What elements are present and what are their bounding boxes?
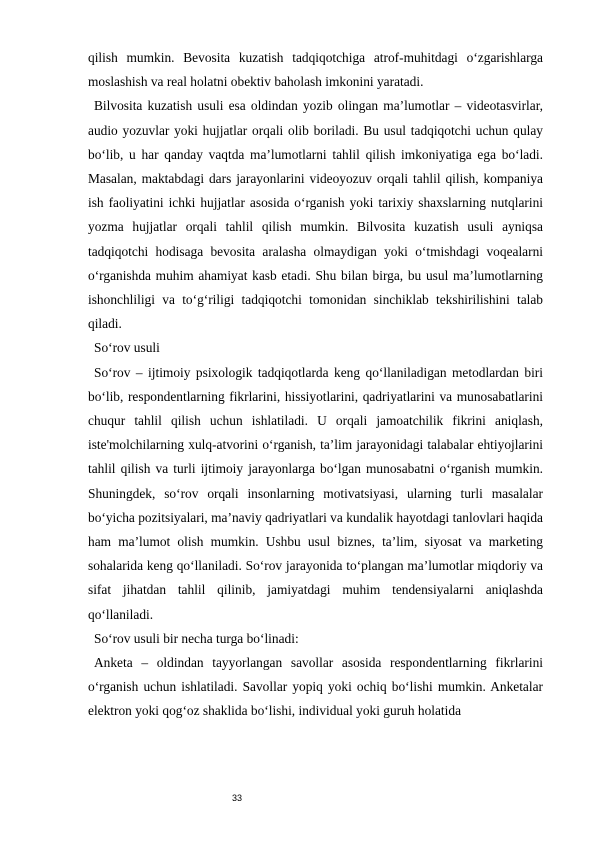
section-heading-survey-types: So‘rov usuli bir necha turga bo‘linadi: <box>94 630 299 646</box>
paragraph-survey-description: So‘rov – ijtimoiy psixologik tadqiqotlarda keng qo‘llaniladigan metodlardan biri bo‘lib, respondentlarning fikrlarini, hissiyotlarini, qadriyatlarini va munosabatlarini chuqur tahlil qilish uchun ishlatiladi. U orqali jamoatchilik fikrini aniqlash, iste'molchilarning xulq-atvorini o‘rganish, ta’lim jarayonidagi talabalar ehtiyojlarini tahlil qilish va turli ijtimoiy jarayonlarga bo‘lgan munosabatni o‘rganish mumkin. Shuningdek, so‘rov orqali insonlarning motivatsiyasi, ularning turli masalalar bo‘yicha pozitsiyalari, ma’naviy qadriyatlari va kundalik hayotdagi tanlovlari haqida ham ma’lumot olish mumkin. Ushbu usul biznes, ta’lim, siyosat va marketing sohalarida keng qo‘llaniladi. So‘rov jarayonida to‘plangan ma’lumotlar miqdoriy va sifat jihatdan tahlil qilinib, jamiyatdagi muhim tendensiyalarni aniqlashda qo‘llaniladi. <box>88 364 543 622</box>
paragraph-questionnaire: Anketa – oldindan tayyorlangan savollar asosida respondentlarning fikrlarini o‘rganish uchun ishlatiladi. Savollar yopiq yoki ochiq bo‘lishi mumkin. Anketalar elektron yoki qog‘oz shaklida bo‘lishi, individual yoki guruh holatida <box>88 655 543 719</box>
section-heading-survey-method: So‘rov usuli <box>94 340 160 356</box>
paragraph-direct-observation-end: qilish mumkin. Bevosita kuzatish tadqiqotchiga atrof-muhitdagi o‘zgarishlarga moslashish va real holatni obektiv baholash imkonini yaratadi. <box>88 50 543 90</box>
paragraph-indirect-observation: Bilvosita kuzatish usuli esa oldindan yozib olingan ma’lumotlar – videotasvirlar, audio yozuvlar yoki hujjatlar orqali olib boriladi. Bu usul tadqiqotchi uchun qulay bo‘lib, u har qanday vaqtda ma’lumotlarni tahlil qilish imkoniyatiga ega bo‘ladi. Masalan, maktabdagi dars jarayonlarini videoyozuv orqali tahlil qilish, kompaniya ish faoliyatini ichki hujjatlar asosida o‘rganish yoki tarixiy shaxslarning nutqlarini yozma hujjatlar orqali tahlil qilish mumkin. Bilvosita kuzatish usuli ayniqsa tadqiqotchi hodisaga bevosita aralasha olmaydigan yoki o‘tmishdagi voqealarni o‘rganishda muhim ahamiyat kasb etadi. Shu bilan birga, bu usul ma’lumotlarning ishonchliligi va to‘g‘riligi tadqiqotchi tomonidan sinchiklab tekshirilishini talab qiladi. <box>88 98 543 332</box>
page-number: 33 <box>232 793 243 803</box>
page-body <box>88 46 543 724</box>
